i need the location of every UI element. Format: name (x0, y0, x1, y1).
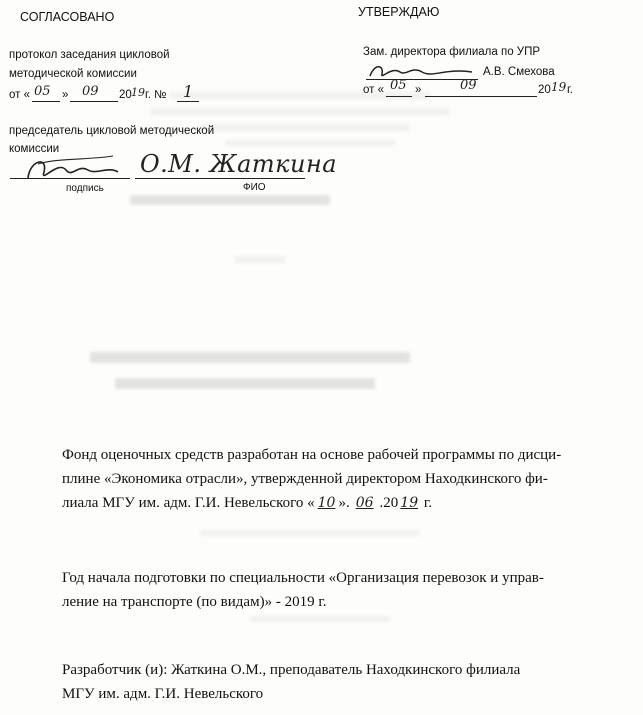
signature-label: подпись (66, 183, 104, 194)
developer-line-2: МГУ им. адм. Г.И. Невельского (62, 686, 264, 702)
chair-name-handwritten: О.М. Жаткина (140, 150, 338, 178)
start-year-line-1: Год начала подготовки по специальности «Организация перевозок и управ- (62, 570, 544, 586)
chair-line-2: комиссии (9, 143, 60, 155)
basis-line-3: лиала МГУ им. адм. Г.И. Невельского « 10 ». 06 .20 19 г. (62, 495, 433, 511)
agreed-heading: СОГЛАСОВАНО (20, 10, 115, 24)
protocol-month: 09 (82, 84, 99, 99)
protocol-year: 19 (131, 86, 145, 99)
protocol-number: 1 (183, 82, 194, 101)
paragraph-basis (62, 443, 632, 515)
chair-line-1: председатель цикловой методической (9, 125, 215, 137)
approver-position: Зам. директора филиала по УПР (363, 46, 541, 58)
basis-line-2: плине «Экономика отрасли», утвержденной директором Находкинского фи- (62, 471, 548, 487)
program-day: 10 (317, 495, 336, 511)
developer-line-1: Разработчик (и): Жаткина О.М., преподаватель Находкинского филиала (62, 662, 521, 678)
approval-year: 19 (551, 80, 567, 94)
paragraph-start-year (62, 566, 632, 614)
protocol-day: 05 (34, 84, 51, 99)
approver-name: А.В. Смехова (483, 66, 555, 78)
approve-heading: УТВЕРЖДАЮ (358, 5, 440, 19)
protocol-line-1: протокол заседания цикловой (9, 49, 170, 61)
approval-day: 05 (390, 78, 407, 93)
program-month: 06 (355, 495, 374, 511)
approval-month: 09 (460, 78, 477, 93)
protocol-line-2: методической комиссии (9, 68, 137, 80)
start-year-line-2: ление на транспорте (по видам)» - 2019 г. (62, 594, 327, 610)
paragraph-developer (62, 658, 632, 706)
program-year: 19 (400, 495, 419, 511)
basis-line-1: Фонд оценочных средств разработан на основе рабочей программы по дисци- (62, 447, 562, 463)
fio-label: ФИО (243, 182, 266, 193)
